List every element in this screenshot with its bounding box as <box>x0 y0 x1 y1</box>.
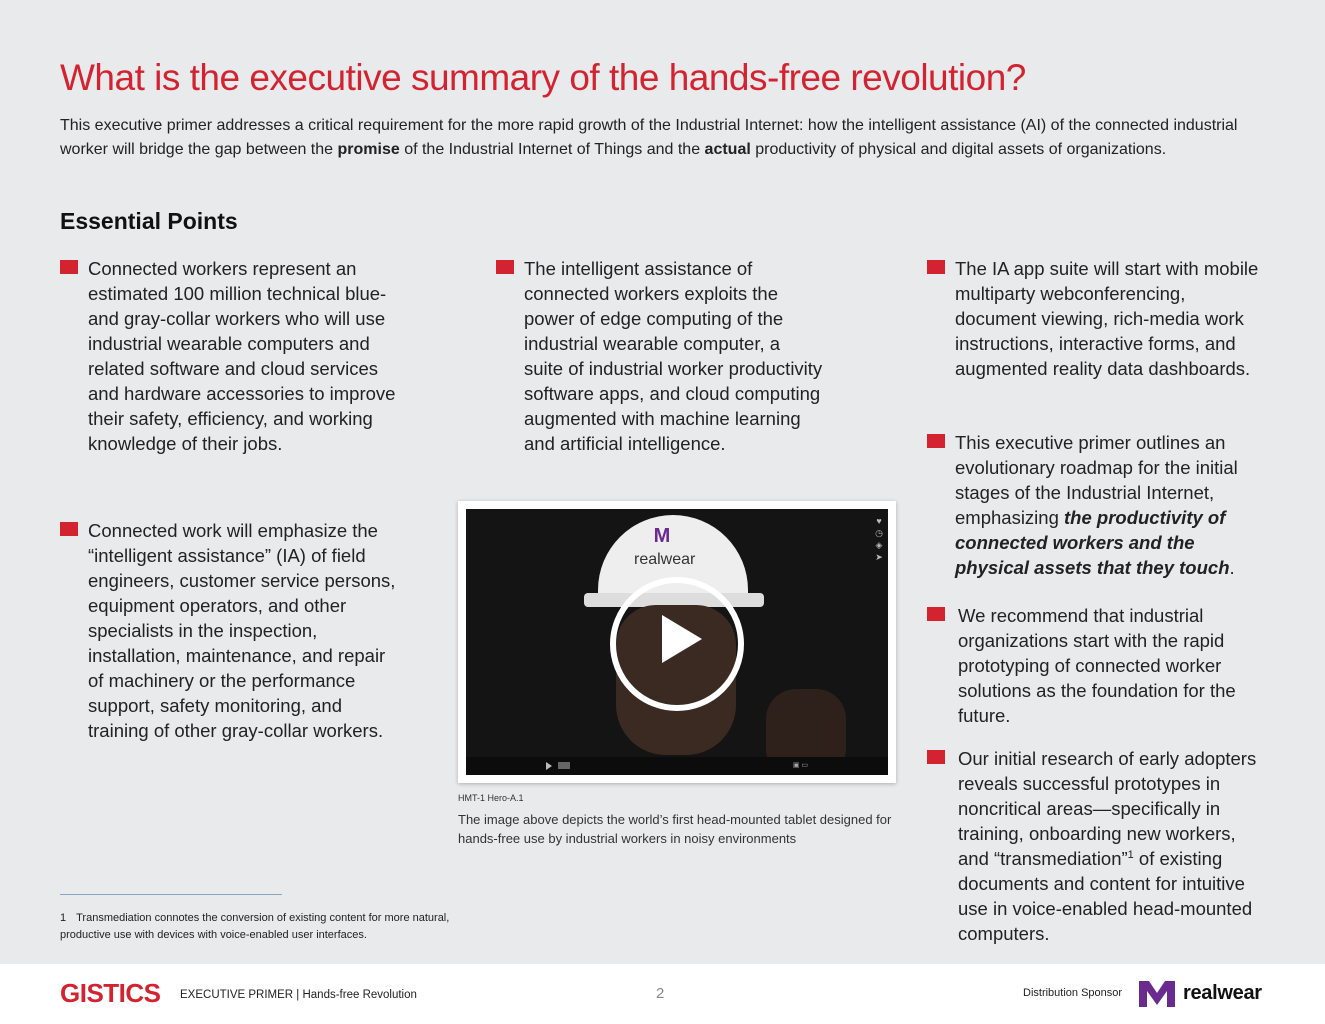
realwear-logo-icon <box>1137 977 1177 1011</box>
clock-icon[interactable]: ◷ <box>875 528 883 538</box>
bullet-square-icon <box>927 607 945 621</box>
bullet-text: We recommend that industrial organizations start with the rapid prototyping of connected worker solutions as the foundation for the future. <box>958 605 1236 726</box>
bullet-text: The intelligent assistance of connected workers exploits the power of edge computing of the industrial wearable computer, a suite of industrial worker productivity software apps, and cloud computing augmented with machine learning and artificial intelligence. <box>524 258 823 454</box>
section-heading: Essential Points <box>60 208 238 234</box>
heart-icon[interactable]: ♥ <box>876 516 882 526</box>
bullet-square-icon <box>927 434 945 448</box>
page-title: What is the executive summary of the hands-free revolution? <box>60 57 1026 98</box>
bullet-square-icon <box>60 260 78 274</box>
play-icon[interactable] <box>662 615 702 663</box>
gistics-logo: GISTICS <box>60 978 161 1008</box>
footer-label: EXECUTIVE PRIMER | Hands-free Revolution <box>180 989 417 1001</box>
bullet-square-icon <box>496 260 514 274</box>
video-frame <box>458 501 896 783</box>
sponsor-label: Distribution Sponsor <box>1023 987 1123 999</box>
share-icon[interactable]: ➤ <box>875 552 883 562</box>
video-controls <box>466 757 888 775</box>
bullet-square-icon <box>927 750 945 764</box>
bullet-text: Connected work will emphasize the “intelligent assistance” (IA) of field engineers, customer service persons, equipment operators, and other specialists in the inspection, installation, maintenance, and repair of machinery or the performance support, safety monitoring, and training of other gray-collar workers. <box>88 520 396 741</box>
small-play-icon[interactable] <box>546 762 552 770</box>
bullet-text: This executive primer outlines an evolutionary roadmap for the initial stages of the Industrial Internet, emphasizing the productivity of connected workers and the physical assets that they touch. <box>955 432 1238 578</box>
footnote-ref[interactable]: 1 <box>1127 848 1134 861</box>
page-footer <box>0 964 1325 1024</box>
footnote-divider <box>60 894 282 895</box>
helmet-brand-text: realwear <box>634 551 696 568</box>
volume-icon[interactable] <box>558 762 570 769</box>
caption-id: HMT-1 Hero-A.1 <box>458 793 524 803</box>
intro-paragraph: This executive primer addresses a critical requirement for the more rapid growth of the Industrial Internet: how the intelligent assistance (AI) of the connected industrial worker will bridge the gap between the promise of the Industrial Internet of Things and the actual productivity of physical and digital assets of organizations. <box>60 117 1238 158</box>
bullet-square-icon <box>927 260 945 274</box>
video-player[interactable] <box>466 509 888 775</box>
realwear-brand-text: realwear <box>1183 982 1262 1004</box>
bullet-square-icon <box>60 522 78 536</box>
image-caption: The image above depicts the world’s first head-mounted tablet designed for hands-free use by industrial workers in noisy environments <box>458 812 892 846</box>
bullet-text: Our initial research of early adopters reveals successful prototypes in noncritical areas—specifically in training, onboarding new workers, and “transmediation”$^1$ of existing documents and content for intuitive use in voice-enabled head-mounted computers. <box>958 748 1257 944</box>
video-side-icons[interactable] <box>874 515 884 563</box>
layers-icon[interactable]: ◈ <box>875 540 883 550</box>
page-number: 2 <box>656 985 665 1002</box>
fullscreen-icon[interactable]: ▣ ▭ <box>792 762 808 769</box>
bullet-text: Connected workers represent an estimated 100 million technical blue- and gray-collar workers who will use industrial wearable computers and related software and cloud services and hardware accessories to improve their safety, efficiency, and working knowledge of their jobs. <box>88 258 396 454</box>
realwear-logo-icon: M <box>653 525 671 547</box>
footnote: 1 Transmediation connotes the conversion of existing content for more natural, productive use with devices with voice-enabled user interfaces. <box>60 912 450 941</box>
bullet-text: The IA app suite will start with mobile multiparty webconferencing, document viewing, rich-media work instructions, interactive forms, and augmented reality data dashboards. <box>955 258 1259 379</box>
